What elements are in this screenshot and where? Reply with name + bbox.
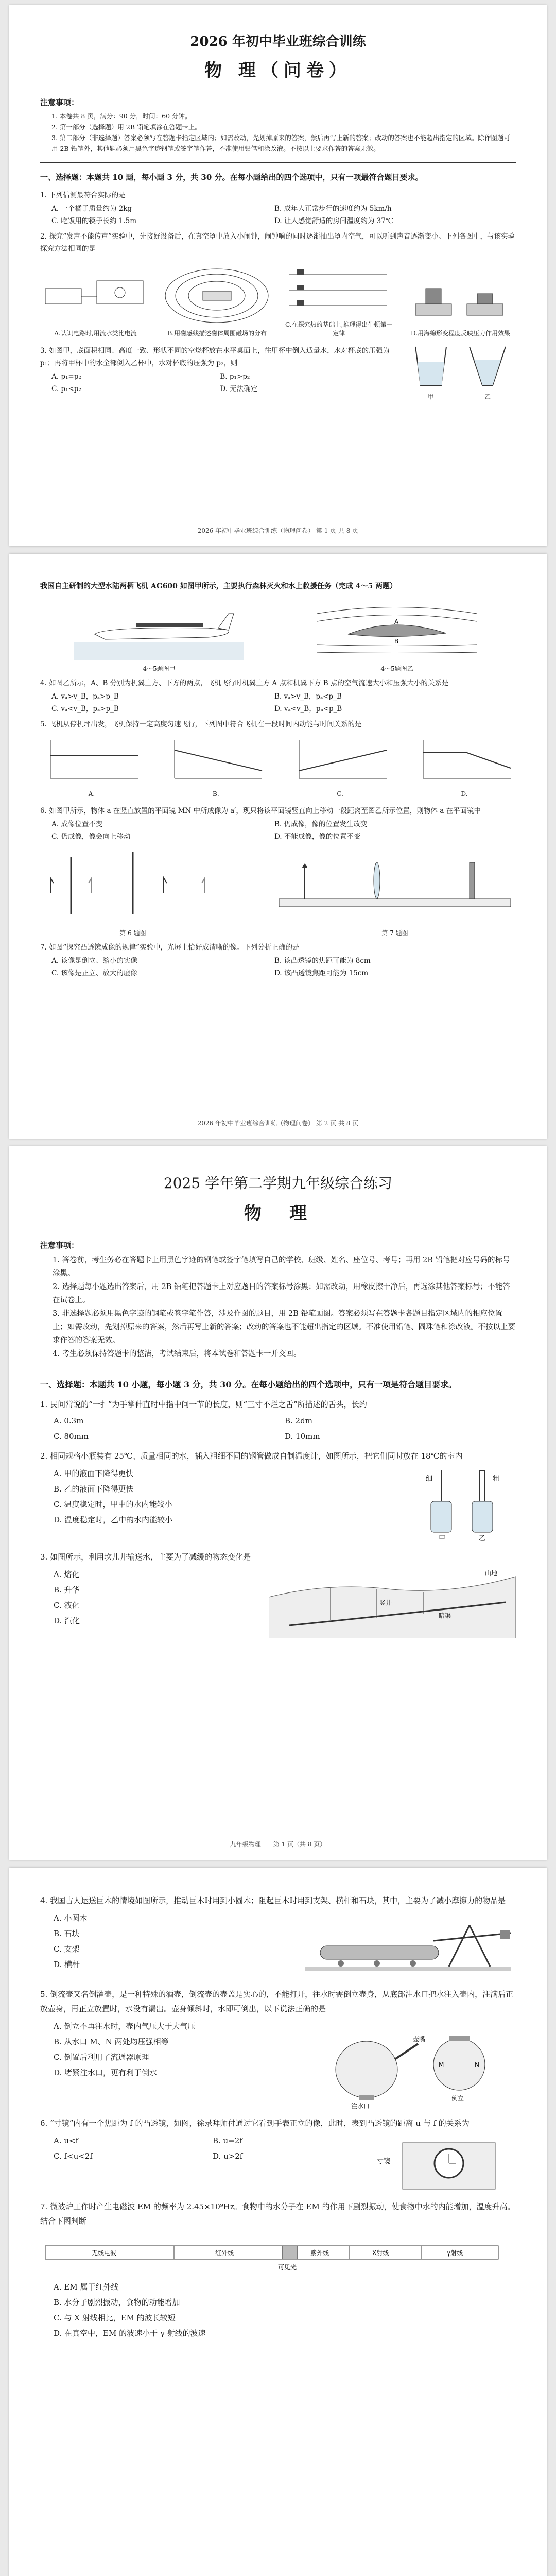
option: D. 温度稳定时，乙中的水内能较小 [54, 1515, 173, 1524]
option: C. 倒置后利用了流通器原理 [54, 2053, 149, 2062]
question-5-options [40, 2018, 310, 2111]
option: C. p₁<p₂ [51, 385, 81, 393]
circuit-water-analogy-figure [40, 268, 151, 325]
sponge-pressure-figure [405, 268, 516, 325]
option: A. 甲的液面下降得更快 [54, 1469, 134, 1478]
inverted-pot-figure [310, 2018, 516, 2111]
graph-a [40, 735, 143, 798]
figure-d [405, 268, 516, 337]
question-2-block [40, 1465, 516, 1545]
figure-a [40, 268, 151, 337]
page-footer: 2026 年初中毕业班综合训练（物理问卷） 第 2 页 共 8 页 [197, 1120, 359, 1127]
option: B. 2dm [285, 1416, 312, 1426]
option: D. 横杆 [54, 1960, 80, 1969]
question-7-options [40, 955, 516, 979]
option: C. 仍成像，像会向上移动 [51, 833, 131, 841]
band-visible: 可见光 [278, 2264, 297, 2271]
option: D. 无法确定 [220, 385, 258, 393]
band-ultraviolet: 紫外线 [310, 2249, 329, 2257]
graph-label: B. [213, 790, 219, 798]
question-3: 3. 如图甲，底面积相同、高度一致、形状不同的空烧杯放在水平桌面上，往甲杯中倒入适量水，水对杯底的压强为 p₁；再将甲杯中的水全部倒入乙杯中，水对杯底的压强为 p₂，则 [40, 347, 390, 367]
section-heading: 一、选择题：本题共 10 小题，每小题 3 分，共 30 分。在每小题给出的四个选项中，只有一项是符合题目要求。 [40, 1380, 457, 1389]
question-6-block [40, 2132, 516, 2194]
graph-label: A. [88, 790, 95, 798]
notice-item: 2. 选择题每小题选出答案后，用 2B 铅笔把答题卡上对应题目的答案标号涂黑；如需改动，用橡皮擦干净后，再选涂其他答案标号；不能答在试卷上。 [53, 1283, 510, 1304]
question-4: 4. 如图乙所示，A、B 分别为机翼上方、下方的两点，飞机飞行时机翼上方 A 点和机翼下方 B 点的空气流速大小和压强大小的关系是 [40, 679, 449, 687]
question-7: 7. 微波炉工作时产生电磁波 EM 的频率为 2.45×10⁹Hz。食物中的水分子在 EM 的作用下剧烈振动，使食物中水的内能增加，温度升高。结合下图判断 [40, 2202, 515, 2226]
option: C. 支架 [54, 1944, 80, 1954]
question-1-options [40, 1414, 516, 1444]
option: D. 堵紧注水口，更有利于倒水 [54, 2068, 158, 2077]
karez-figure [269, 1566, 516, 1640]
question-2: 2. 探究“发声不能传声”实验中，先接好设备后，在真空罩中放入小闹钟，闹钟响的同时逐渐抽出罩内空气，可以听到声音逐渐变小。下列各图中，与该实验探究方法相同的是 [40, 232, 515, 253]
question-1: 1. 下列估测最符合实际的是 [40, 191, 126, 199]
option: B. p₁>p₂ [220, 372, 250, 381]
question-1: 1. 民间常说的“一扌”为手掌伸直时中指中间一节的长度，则“三寸不烂之舌”所描述的舌头，长约 [40, 1400, 367, 1409]
question-7: 7. 如图“探究凸透镜成像的规律”实验中，光屏上恰好成清晰的像。下列分析正确的是 [40, 943, 300, 952]
option: A. p₁=p₂ [51, 372, 81, 381]
homemade-thermometers-svg [413, 1465, 516, 1543]
option: D. 汽化 [54, 1616, 80, 1625]
option: D. 让人感觉舒适的房间温度约为 37℃ [274, 217, 393, 225]
plane-mirror-figure [40, 847, 225, 924]
figure-7 [274, 847, 516, 937]
karez-label-shaft: 竖井 [379, 1599, 392, 1606]
exam-page-3 [9, 1146, 547, 1860]
option: A. vₐ>v_B，pₐ>p_B [51, 692, 119, 701]
page-footer: 九年级物理 第 1 页（共 8 页） [230, 1841, 326, 1848]
option: D. 10mm [285, 1432, 320, 1441]
option: A. EM 属于红外线 [54, 2282, 119, 2292]
svg-text:A: A [394, 618, 399, 625]
energy-time-graph-b [164, 735, 267, 786]
exam-page-4 [9, 1868, 547, 2576]
band-radio: 无线电波 [92, 2249, 117, 2257]
bottle-label-jia: 甲 [439, 1535, 446, 1543]
notice-item: 2. 第一部分（选择题）用 2B 铅笔填涂在答题卡上。 [51, 123, 201, 131]
option: D. vₐ<v_B，pₐ<p_B [274, 705, 342, 713]
question-7-options [40, 2280, 516, 2341]
question-2-options [40, 1465, 413, 1545]
option: C. f<u<2f [54, 2151, 93, 2161]
magnifier-label: 寸镜 [377, 2158, 391, 2165]
karez-label-mountain: 山地 [485, 1570, 498, 1577]
question-3-block [40, 1566, 516, 1640]
option: C. 吃饭用的筷子长约 1.5m [51, 217, 136, 225]
notice-item: 3. 非选择题必须用黑色字迹的钢笔或签字笔作答，涉及作图的题目，用 2B 铅笔画图。答案必须写在答题卡各题目指定区域内的相应位置上；如需改动，先划掉原来的答案，然后再写上新的答案；改动的答案也不能超出指定的区域。不准使用铅笔、圆珠笔和涂改液。不按以上要求作答的答案无效。 [53, 1310, 515, 1345]
band-xray: X射线 [372, 2249, 389, 2257]
exam-page-1 [9, 5, 547, 546]
option: D. u>2f [213, 2151, 243, 2161]
question-3: 3. 如图所示，利用坎儿井输送水，主要为了减缓的物态变化是 [40, 1552, 251, 1562]
option: B. 该凸透镜的焦距可能为 8cm [274, 957, 371, 965]
option: A. 成像位置不变 [51, 820, 103, 828]
tube-label-thick: 粗 [493, 1475, 500, 1483]
thermometer-figure [413, 1465, 516, 1545]
option: C. 温度稳定时，甲中的水内能较小 [54, 1500, 172, 1509]
optical-bench-figure [274, 847, 516, 924]
question-3-options [40, 370, 403, 395]
karez-label-channel: 暗渠 [439, 1612, 451, 1619]
notice-item: 3. 第二部分（非选择题）答案必须写在答题卡指定区域内；如需改动，先划掉原来的答案，然后再写上新的答案；改动的答案也不能超出指定的区域。除作图题可用 2B 铅笔外，其他题必须用黑色字迹钢笔或签字笔作答，不准使用铅笔和涂改液。不按以上要求作答的答案无效。 [51, 134, 510, 152]
option: A. 倒立不再注水时，壶内气压大于大气压 [54, 2022, 196, 2031]
option: A. 熔化 [54, 1570, 80, 1579]
figure-6 [40, 847, 225, 937]
question-6-options [40, 818, 516, 843]
question-3-options [40, 1566, 269, 1640]
pot-label-n: N [475, 2061, 479, 2069]
svg-text:B: B [394, 638, 399, 645]
graph-label: C. [337, 790, 343, 798]
magnifier-watch-figure [372, 2132, 516, 2194]
option: B. 仍成像，像的位置发生改变 [274, 820, 368, 828]
option: C. vₐ<v_B，pₐ>p_B [51, 705, 119, 713]
figure-caption: 第 7 题图 [381, 929, 408, 937]
option: B. 石块 [54, 1929, 80, 1938]
figure-caption: B.用磁感线描述磁体周围磁场的分布 [167, 330, 267, 337]
section-heading: 一、选择题：本题共 10 题，每小题 3 分，共 30 分。在每小题给出的四个选项中，只有一项最符合题目要求。 [40, 173, 423, 182]
question-4-options [40, 1910, 300, 1982]
option: B. 水分子剧烈振动，食物的动能增加 [54, 2298, 180, 2307]
bottle-label-yi: 乙 [479, 1535, 486, 1543]
notice-heading: 注意事项： [40, 98, 79, 107]
page-footer: 2026 年初中毕业班综合训练（物理问卷） 第 1 页 共 8 页 [197, 527, 359, 534]
option: A. 0.3m [54, 1416, 84, 1426]
page-subtitle: 物 理（问卷） [204, 60, 352, 81]
passage-intro: 我国自主研制的大型水陆两栖飞机 AG600 如图甲所示，主要执行森林灭火和水上救援任务（完成 4～5 两题） [40, 582, 397, 590]
newton-first-law-figure [284, 259, 394, 316]
divider [40, 162, 516, 163]
tube-label-thin: 细 [426, 1475, 433, 1483]
figure-caption: D.用海绵形变程度反映压力作用效果 [410, 330, 510, 337]
figure-caption: 4～5题图乙 [380, 665, 413, 672]
question-1-options [40, 202, 516, 227]
pot-label-inverted: 倒立 [451, 2095, 464, 2102]
figure-jia [74, 598, 244, 673]
magnetic-field-lines-figure [162, 268, 272, 325]
question-5: 5. 飞机从停机坪出发，飞机保持一定高度匀速飞行，下列图中符合飞机在一段时间内动能与时间关系的是 [40, 720, 362, 728]
seaplane-figures [40, 598, 516, 673]
option: C. 80mm [54, 1432, 89, 1441]
question-5: 5. 倒流壶又名倒灌壶，是一种特殊的酒壶，倒流壶的壶盖是实心的，不能打开，往水时需倒立壶身，从底部注水口把水注入壶内，注满后正放壶身，再正立放置时，水没有漏出。壶身倾斜时，水即可倒出，以下说法正确的是 [40, 1990, 514, 2013]
option: A. 一个橘子质量约为 2kg [51, 205, 132, 213]
option: B. 成年人正常步行的速度约为 5km/h [274, 205, 392, 213]
option: C. 与 X 射线相比，EM 的波长较短 [54, 2313, 176, 2323]
karez-well-svg [269, 1566, 516, 1638]
band-infrared: 红外线 [215, 2249, 234, 2257]
figure-caption: 甲 [427, 393, 434, 400]
option: B. 升华 [54, 1585, 80, 1595]
figure-b [162, 268, 272, 337]
question-3-figure [403, 342, 516, 401]
option: D. 该凸透镜焦距可能为 15cm [274, 969, 369, 977]
band-gamma: γ射线 [447, 2249, 463, 2257]
figure-caption: 乙 [484, 393, 491, 400]
ancient-log-transport-figure [300, 1910, 516, 1982]
option: C. 液化 [54, 1601, 80, 1610]
question-4-options [40, 690, 516, 715]
question-6-7-figures [40, 847, 516, 937]
notice-item: 4. 考生必须保持答题卡的整洁，考试结束后，将本试卷和答题卡一并交回。 [53, 1350, 301, 1358]
option: B. 乙的液面下降得更快 [54, 1484, 134, 1494]
question-6: 6. “寸镜”内有一个焦距为 f 的凸透镜，如图，徐录拜师付通过它看到手表正立的像，此时，表到凸透镜的距离 u 与 f 的关系为 [40, 2119, 470, 2128]
question-6: 6. 如图甲所示，物体 a 在竖直放置的平面镜 MN 中所成像为 a′，现只将该平面镜竖直向上移动一段距离至图乙所示位置，则物体 a 在平面镜中 [40, 807, 481, 815]
question-6-options [40, 2132, 372, 2194]
figure-caption: A.认识电路时,用流水类比电流 [54, 330, 137, 337]
pot-label-m: M [439, 2061, 444, 2069]
figure-c [284, 259, 394, 337]
energy-time-graph-d [413, 735, 516, 786]
question-2: 2. 相同规格小瓶装有 25℃、质量相同的水，插入粗细不同的钢管做成自制温度计，如图所示，把它们同时放在 18℃的室内 [40, 1451, 463, 1461]
option: A. u<f [54, 2136, 79, 2145]
graph-label: D. [461, 790, 468, 798]
page-title: 2026 年初中毕业班综合训练 [190, 34, 366, 49]
option: A. 该像是倒立、缩小的实像 [51, 957, 137, 965]
figure-caption: 4～5题图甲 [143, 665, 176, 672]
graph-d [413, 735, 516, 798]
notice-heading: 注意事项： [40, 1241, 79, 1250]
question-5-graphs [40, 735, 516, 798]
energy-time-graph-a [40, 735, 143, 786]
seaplane-figure [74, 598, 244, 660]
page-subtitle: 物 理 [244, 1203, 312, 1224]
graph-c [289, 735, 392, 798]
figure-yi [312, 598, 482, 673]
pot-label-spout: 壶嘴 [413, 2036, 426, 2043]
em-spectrum-figure [40, 2230, 503, 2277]
energy-time-graph-c [289, 735, 392, 786]
option: A. 小圆木 [54, 1913, 88, 1923]
exam-page-2 [9, 554, 547, 1139]
question-4: 4. 我国古人运送巨木的情境如图所示，推动巨木时用到小圆木；阻起巨木时用到支架、横杆和石块，其中，主要为了减小摩擦力的物品是 [40, 1896, 506, 1905]
option: B. vₐ>v_B，pₐ<p_B [274, 692, 342, 701]
notice-item: 1. 本卷共 8 页，满分：90 分，时间：60 分钟。 [51, 112, 192, 120]
option: D. 在真空中，EM 的波速小于 γ 射线的波速 [54, 2329, 206, 2338]
option: D. 不能成像，像的位置不变 [274, 833, 361, 841]
graph-b [164, 735, 267, 798]
figure-caption: 第 6 题图 [119, 929, 146, 937]
notice-item: 1. 答卷前，考生务必在答题卡上用黑色字迹的钢笔或签字笔填写自己的学校、班级、姓名、座位号、考号；再用 2B 铅笔把对应号码的标号涂黑。 [53, 1256, 510, 1278]
beaker-yi-figure [467, 342, 508, 388]
airfoil-streamline-figure [312, 598, 482, 660]
beaker-jia-figure [410, 342, 451, 388]
option: B. 从水口 M、N 两处均压强相等 [54, 2037, 169, 2046]
page-title: 2025 学年第二学期九年级综合练习 [163, 1175, 393, 1192]
question-4-block [40, 1910, 516, 1982]
option: B. u=2f [213, 2136, 242, 2145]
option: C. 该像是正立、放大的虚像 [51, 969, 137, 977]
question-2-figures [40, 259, 516, 337]
question-5-block [40, 2018, 516, 2111]
pot-label-inlet: 注水口 [351, 2103, 370, 2110]
figure-caption: C.在探究热的基础上,推理得出牛顿第一定律 [285, 321, 393, 337]
